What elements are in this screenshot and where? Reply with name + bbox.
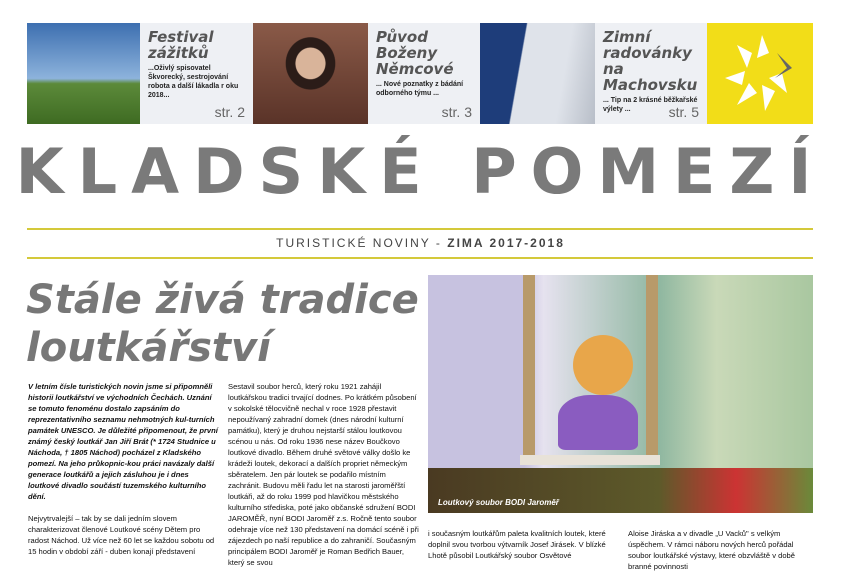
- article-column-1: [28, 381, 218, 557]
- teaser-page: str. 5: [668, 104, 699, 120]
- teaser-1[interactable]: [140, 23, 253, 124]
- teaser-image-portrait: [253, 23, 368, 124]
- teaser-3[interactable]: [595, 23, 707, 124]
- teaser-desc: ... Tip na 2 krásné běžkařské výlety ...: [603, 97, 698, 113]
- article-column-2: Sestavil soubor herců, který roku 1921 zahájil loutkářskou tradici trvající dodnes. Po krátkém působení v sokolské tělocvičně nechal v roce 1928 přestavit nepoužívaný zahradní domek (dnes národní kulturní památku), který je druhou nejstarší stálou loutkovou scénou u nás. Od roku 1936 nese název Boučkovo loutkové divadlo. Během druhé světové války došlo ke krádeži loutek, dekorací a dalších propriet německým sběratelem. Jen pár loutek se podařilo místním zachránit. Budovu měli řadu let na starosti jaroměřští loutkáři, až do roku 1999 pod hlavičkou městského kulturního střediska, poté jako občanské sdružení BODI JAROMĚŘ, nyní BODI Jaroměř z.s. Ročně tento soubor odehraje více než 130 představení na domácí scéně i při zájezdech po naší republice a do zahraničí. Současným principálem BODI Jaroměř je Roman Bedřich Bauer, který se svou: [228, 382, 419, 567]
- edition: ZIMA 2017-2018: [447, 236, 565, 250]
- article-column-4: Aloise Jiráska a v divadle „U Vacků" s velkým úspěchem. V rámci náboru nových herců pořádal soubor loutkářské výstavy, které obzvláště v době branné povinnosti: [628, 529, 796, 571]
- teaser-desc: ...Oživlý spisovatel Škvorecký, sestrojování robota a další lákadla r oku 2018...: [148, 65, 239, 99]
- teaser-image-castle: [27, 23, 140, 124]
- rule-top: [27, 228, 813, 230]
- teaser-desc: ... Nové poznatky z bádání odborného týmu ...: [376, 81, 464, 97]
- subtitle-part: TURISTICKÉ NOVINY -: [276, 236, 448, 250]
- teaser-2[interactable]: [368, 23, 480, 124]
- article-lead: V letním čísle turistických novin jsme si připomněli historii loutkářství ve východních Čechách. Uznání se tomuto fenoménu dostalo zapsáním do reprezentativního seznamu nehmotných kul-turních památek UNESCO. Je důležité připomenout, že první známý český loutkář Jan Jiří Brát (* 1724 Studnice u Náchoda, † 1805 Náchod) pocházel z Kladského pomezí. Na jeho průkopnic-kou práci navázaly další generace loutkářů a jejich zásluhou je i dnes loutkové divadlo součástí tuzemského kulturního dění.: [28, 382, 218, 501]
- rule-bottom: [27, 257, 813, 259]
- article-photo-puppet: [428, 275, 813, 513]
- article-text: Nejvytrvalejší – tak by se dali jedním slovem charakterizovat členové Loutkové scény Dětem pro radost Náchod. Už více než 60 let se každou sobotu od 15 hodin v období září - duben konají představení: [28, 514, 215, 556]
- masthead-title: KLADSKÉ POMEZÍ: [15, 135, 826, 208]
- teaser-title: Původ Boženy Němcové: [376, 28, 454, 78]
- teaser-image-winter: [480, 23, 595, 124]
- teaser-title: Festival zážitků: [148, 28, 214, 62]
- masthead-subtitle: [0, 236, 841, 250]
- article-headline: Stále živá tradice loutkářství: [26, 277, 419, 371]
- article-column-3: i současným loutkářům paleta kvalitních loutek, které doplnil svou tvorbou výtvarník Josef Jirásek. V blízké Lhotě působil Loutkářský soubor Osvětové: [428, 529, 606, 560]
- teaser-page: str. 2: [214, 104, 245, 120]
- teaser-title: Zimní radovánky na Machovsku: [603, 28, 698, 94]
- star-logo-icon: [707, 23, 813, 124]
- photo-caption: Loutkový soubor BODI Jaroměř: [438, 498, 559, 507]
- teaser-page: str. 3: [441, 104, 472, 120]
